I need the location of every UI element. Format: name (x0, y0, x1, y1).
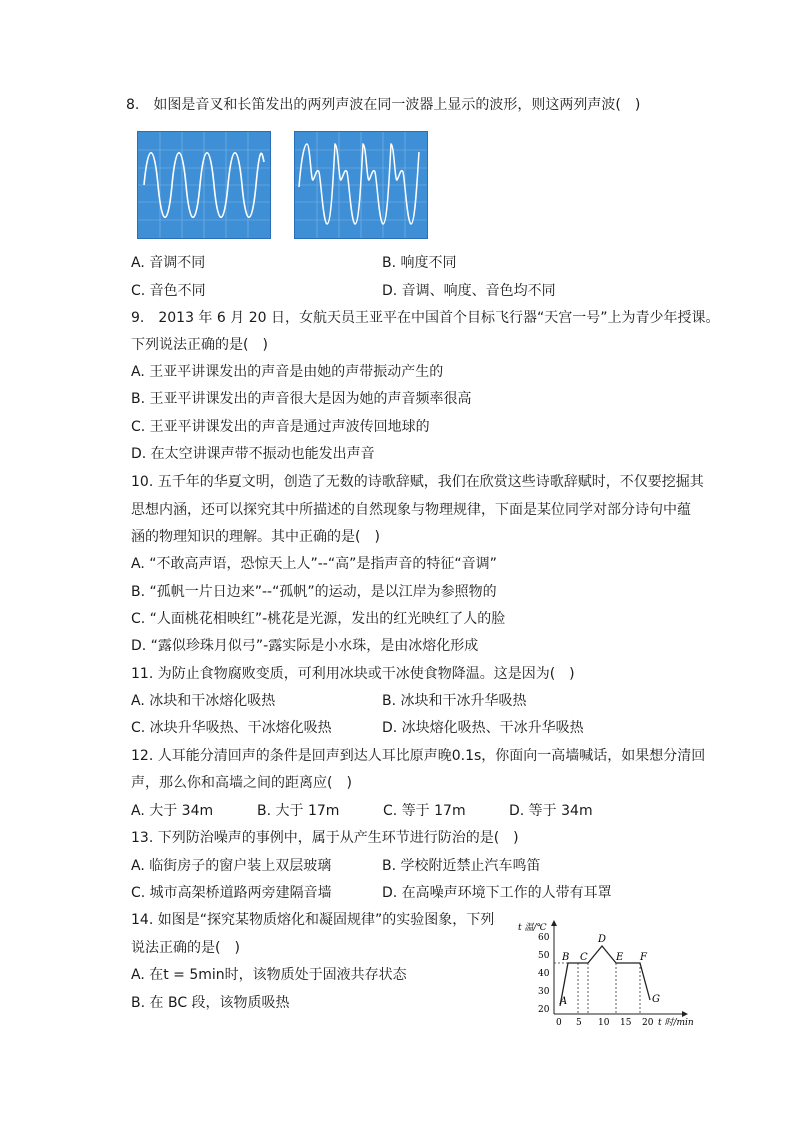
x-tick-5: 5 (576, 1018, 582, 1028)
q8-stem: 8. 如图是音叉和长笛发出的两列声波在同一波器上显示的波形，则这两列声波( ) (126, 97, 641, 113)
q14-stem-line2: 说法正确的是( ) (131, 940, 240, 956)
q12-option-b[interactable]: B. 大于 17m (257, 803, 340, 819)
q13-option-d[interactable]: D. 在高噪声环境下工作的人带有耳罩 (382, 885, 612, 901)
q10-option-c[interactable]: C. “人面桃花相映红”-桃花是光源，发出的红光映红了人的脸 (131, 611, 506, 627)
tuning-fork-waveform (137, 131, 271, 239)
point-c-label: C (580, 952, 588, 963)
graph-x-label: t 时/min (658, 1018, 694, 1028)
q10-stem-line3: 涵的物理知识的理解。其中正确的是( ) (131, 529, 380, 545)
q11-option-d[interactable]: D. 冰块熔化吸热、干冰升华吸热 (382, 720, 584, 736)
point-b-label: B (562, 952, 570, 963)
point-g-label: G (652, 994, 660, 1005)
q10-stem-line1: 10. 五千年的华夏文明，创造了无数的诗歌辞赋，我们在欣赏这些诗歌辞赋时，不仅要挖掘其 (131, 474, 704, 490)
q12-option-d[interactable]: D. 等于 34m (509, 803, 593, 819)
q8-option-d[interactable]: D. 音调、响度、音色均不同 (382, 283, 556, 299)
flute-waveform (294, 131, 428, 239)
q12-stem-line2: 声，那么你和高墙之间的距离应( ) (131, 775, 352, 791)
q9-option-b[interactable]: B. 王亚平讲课发出的声音很大是因为她的声音频率很高 (131, 391, 472, 407)
q9-stem-line2: 下列说法正确的是( ) (131, 337, 268, 353)
graph-y-label: t 温/℃ (518, 923, 547, 933)
q11-stem: 11. 为防止食物腐败变质，可利用冰块或干冰使食物降温。这是因为( ) (131, 666, 575, 682)
q9-option-d[interactable]: D. 在太空讲课声带不振动也能发出声音 (131, 446, 375, 462)
q14-stem-line1: 14. 如图是“探究某物质熔化和凝固规律”的实验图象，下列 (131, 912, 495, 928)
q12-option-c[interactable]: C. 等于 17m (383, 803, 466, 819)
q12-stem-line1: 12. 人耳能分清回声的条件是回声到达人耳比原声晚0.1s，你面向一高墙喊话，如果想分清回 (131, 748, 706, 764)
q11-option-b[interactable]: B. 冰块和干冰升华吸热 (382, 693, 527, 709)
y-tick-50: 50 (538, 951, 550, 961)
q11-option-a[interactable]: A. 冰块和干冰熔化吸热 (131, 693, 276, 709)
q9-option-c[interactable]: C. 王亚平讲课发出的声音是通过声波传回地球的 (131, 419, 430, 435)
q8-option-a[interactable]: A. 音调不同 (131, 255, 206, 271)
q13-option-a[interactable]: A. 临街房子的窗户装上双层玻璃 (131, 858, 332, 874)
y-tick-30: 30 (538, 987, 550, 997)
x-tick-15: 15 (620, 1018, 632, 1028)
x-tick-0: 0 (556, 1018, 562, 1028)
q13-option-b[interactable]: B. 学校附近禁止汽车鸣笛 (382, 858, 541, 874)
q12-option-a[interactable]: A. 大于 34m (131, 803, 214, 819)
melting-curve-graph (516, 918, 698, 1030)
point-a-label: A (560, 996, 568, 1007)
q10-option-b[interactable]: B. “孤帆一片日边来”--“孤帆”的运动，是以江岸为参照物的 (131, 584, 497, 600)
q10-option-a[interactable]: A. “不敢高声语，恐惊天上人”--“高”是指声音的特征“音调” (131, 556, 497, 572)
q10-stem-line2: 思想内涵，还可以探究其中所描述的自然现象与物理规律，下面是某位同学对部分诗句中蕴 (131, 502, 691, 518)
x-tick-10: 10 (598, 1018, 610, 1028)
y-tick-20: 20 (538, 1005, 550, 1015)
q13-stem: 13. 下列防治噪声的事例中，属于从产生环节进行防治的是( ) (131, 830, 519, 846)
q14-option-b[interactable]: B. 在 BC 段，该物质吸热 (131, 995, 290, 1011)
q14-option-a[interactable]: A. 在t = 5min时，该物质处于固液共存状态 (131, 967, 407, 983)
q9-stem-line1: 9. 2013 年 6 月 20 日，女航天员王亚平在中国首个目标飞行器“天宫一号”上为青少年授课。 (131, 310, 720, 326)
y-tick-40: 40 (538, 969, 550, 979)
q8-option-c[interactable]: C. 音色不同 (131, 283, 206, 299)
point-e-label: E (616, 952, 624, 963)
q13-option-c[interactable]: C. 城市高架桥道路两旁建隔音墙 (131, 885, 332, 901)
q9-option-a[interactable]: A. 王亚平讲课发出的声音是由她的声带振动产生的 (131, 364, 444, 380)
q10-option-d[interactable]: D. “露似珍珠月似弓”-露实际是小水珠，是由冰熔化形成 (131, 638, 479, 654)
x-tick-20: 20 (642, 1018, 654, 1028)
y-tick-60: 60 (538, 933, 550, 943)
q11-option-c[interactable]: C. 冰块升华吸热、干冰熔化吸热 (131, 720, 332, 736)
q8-option-b[interactable]: B. 响度不同 (382, 255, 457, 271)
point-d-label: D (598, 934, 607, 945)
point-f-label: F (640, 952, 647, 963)
